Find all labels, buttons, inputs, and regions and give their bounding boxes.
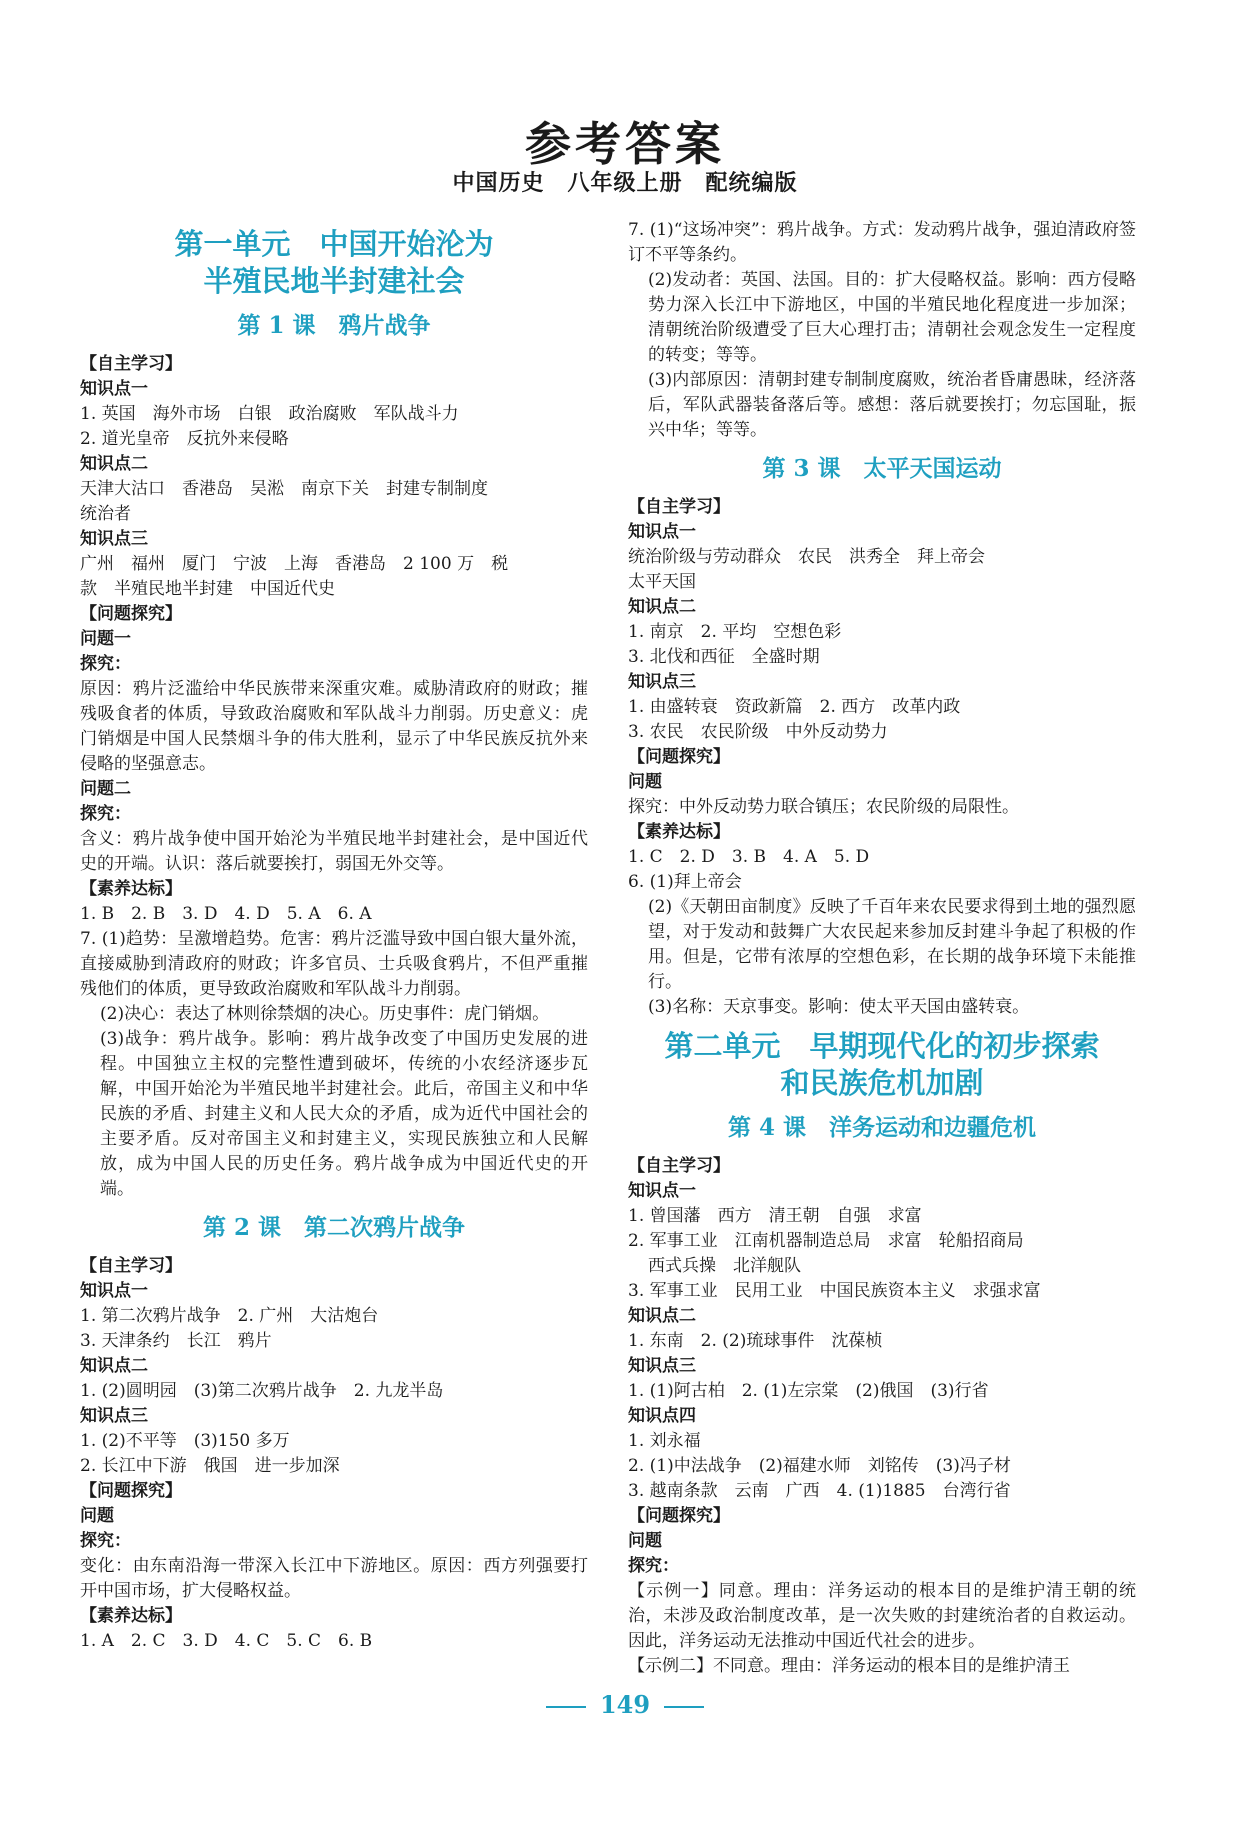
answer-paragraph: 含义：鸦片战争使中国开始沦为半殖民地半封建社会，是中国近代史的开端。认识：落后就要挨打，弱国无外交等。: [80, 829, 588, 874]
answer-line: 2. (1)中法战争 (2)福建水师 刘铭传 (3)冯子材: [628, 1456, 1011, 1476]
knowledge-point-heading: 知识点一: [80, 379, 148, 399]
answer-line: 1. 东南 2. (2)琉球事件 沈葆桢: [628, 1331, 883, 1351]
knowledge-point-heading: 知识点三: [80, 1406, 148, 1426]
answer-line: 3. 越南条款 云南 广西 4. (1)1885 台湾行省: [628, 1481, 1011, 1501]
section-heading: 【自主学习】: [628, 1156, 730, 1176]
knowledge-point-heading: 知识点一: [628, 522, 696, 542]
knowledge-point-heading: 知识点二: [80, 454, 148, 474]
knowledge-point-heading: 知识点二: [628, 1306, 696, 1326]
unit-title: [628, 1028, 1136, 1102]
unit-title: [80, 226, 588, 300]
answer-paragraph: (2)《天朝田亩制度》反映了千百年来农民要求得到土地的强烈愿望，对于发动和鼓舞广大农民起来参加反封建斗争起了积极的作用。但是，它带有浓厚的空想色彩，在长期的战争环境下未能推行。: [648, 897, 1136, 992]
question-heading: 问题二: [80, 779, 131, 799]
answer-line: 1. (2)不平等 (3)150 多万: [80, 1431, 290, 1451]
right-column: [628, 218, 1136, 1679]
unit-title-line: 第二单元 早期现代化的初步探索: [664, 1029, 1100, 1063]
answer-line: 2. 长江中下游 俄国 进一步加深: [80, 1456, 340, 1476]
answer-line: 1. 刘永福: [628, 1431, 701, 1451]
explore-label: 探究：: [80, 654, 131, 674]
knowledge-point-heading: 知识点三: [628, 672, 696, 692]
answer-line: 3. 军事工业 民用工业 中国民族资本主义 求强求富: [628, 1281, 1041, 1301]
section-heading: 【问题探究】: [628, 1506, 730, 1526]
knowledge-point-heading: 知识点二: [80, 1356, 148, 1376]
knowledge-point-heading: 知识点二: [628, 597, 696, 617]
answer-line: 2. 道光皇帝 反抗外来侵略: [80, 429, 289, 449]
answer-line: 西式兵操 北洋舰队: [648, 1256, 801, 1276]
section-heading: 【素养达标】: [628, 822, 730, 842]
section-heading: 【问题探究】: [628, 747, 730, 767]
lesson-title: 第 2 课 第二次鸦片战争: [202, 1214, 466, 1241]
answer-paragraph: (3)名称：天京事变。影响：使太平天国由盛转衰。: [648, 997, 1030, 1017]
unit-title-line: 第一单元 中国开始沦为: [174, 227, 494, 261]
answer-line: 探究：中外反动势力联合镇压；农民阶级的局限性。: [628, 797, 1019, 817]
explore-label: 探究：: [80, 1531, 131, 1551]
answer-paragraph: 原因：鸦片泛滥给中华民族带来深重灾难。威胁清政府的财政；摧残吸食者的体质，导致政治腐败和军队战斗力削弱。历史意义：虎门销烟是中国人民禁烟斗争的伟大胜利，显示了中华民族反抗外来侵略的坚强意志。: [80, 679, 588, 774]
answer-line: 3. 北伐和西征 全盛时期: [628, 647, 820, 667]
page-number-rule: [664, 1706, 704, 1708]
knowledge-point-heading: 知识点四: [628, 1406, 696, 1426]
answer-line: 1. 南京 2. 平均 空想色彩: [628, 622, 842, 642]
answer-line: 2. 军事工业 江南机器制造总局 求富 轮船招商局: [628, 1231, 1024, 1251]
page-number-rule: [546, 1706, 586, 1708]
answer-line: 1. (2)圆明园 (3)第二次鸦片战争 2. 九龙半岛: [80, 1381, 444, 1401]
question-heading: 问题: [628, 1531, 662, 1551]
section-heading: 【问题探究】: [80, 1481, 182, 1501]
explore-label: 探究：: [80, 804, 131, 824]
answer-line: 1. 由盛转衰 资政新篇 2. 西方 改革内政: [628, 697, 961, 717]
answer-line: 1. 第二次鸦片战争 2. 广州 大沽炮台: [80, 1306, 379, 1326]
knowledge-point-heading: 知识点三: [80, 529, 148, 549]
answer-paragraph: (2)发动者：英国、法国。目的：扩大侵略权益。影响：西方侵略势力深入长江中下游地区，中国的半殖民地化程度进一步加深；清朝统治阶级遭受了巨大心理打击；清朝社会观念发生一定程度的转变；等等。: [648, 270, 1136, 365]
page-subtitle: 中国历史 八年级上册 配统编版: [452, 170, 798, 196]
lesson-title: 第 3 课 太平天国运动: [762, 455, 1002, 482]
section-heading: 【问题探究】: [80, 604, 182, 624]
answer-paragraph: 7. (1)趋势：呈激增趋势。危害：鸦片泛滥导致中国白银大量外流，直接威胁到清政府的财政；许多官员、士兵吸食鸦片，不但严重摧残他们的体质，更导致政治腐败和军队战斗力削弱。: [80, 929, 588, 999]
unit-title-line: 和民族危机加剧: [780, 1066, 984, 1100]
section-heading: 【素养达标】: [80, 1606, 182, 1626]
knowledge-point-heading: 知识点三: [628, 1356, 696, 1376]
question-heading: 问题: [628, 772, 662, 792]
answer-line: 1. 英国 海外市场 白银 政治腐败 军队战斗力: [80, 404, 459, 424]
answer-line: 1. 曾国藩 西方 清王朝 自强 求富: [628, 1206, 922, 1226]
answer-line: 天津大沽口 香港岛 吴淞 南京下关 封建专制制度: [80, 479, 488, 499]
page-number-text: 149: [599, 1690, 651, 1719]
section-heading: 【自主学习】: [628, 497, 730, 517]
answer-line: 3. 农民 农民阶级 中外反动势力: [628, 722, 888, 742]
answer-line: 统治者: [80, 504, 131, 524]
answer-paragraph: 【示例二】不同意。理由：洋务运动的根本目的是维护清王: [628, 1656, 1070, 1676]
answer-paragraph: (3)内部原因：清朝封建专制制度腐败，统治者昏庸愚昧，经济落后，军队武器装备落后等。感想：落后就要挨打；勿忘国耻，振兴中华；等等。: [648, 370, 1136, 440]
answer-paragraph: (2)决心：表达了林则徐禁烟的决心。历史事件：虎门销烟。: [100, 1004, 550, 1024]
lesson-title: 第 1 课 鸦片战争: [237, 312, 431, 339]
knowledge-point-heading: 知识点一: [628, 1181, 696, 1201]
question-heading: 问题: [80, 1506, 114, 1526]
answer-line: 1. (1)阿古柏 2. (1)左宗棠 (2)俄国 (3)行省: [628, 1381, 989, 1401]
page-title: 参考答案: [525, 117, 725, 171]
answer-line: 款 半殖民地半封建 中国近代史: [80, 579, 335, 599]
answer-line: 1. C 2. D 3. B 4. A 5. D: [628, 847, 870, 867]
explore-label: 探究：: [628, 1556, 679, 1576]
answer-paragraph: 变化：由东南沿海一带深入长江中下游地区。原因：西方列强要打开中国市场，扩大侵略权益。: [80, 1556, 588, 1601]
answer-paragraph: 7. (1)“这场冲突”：鸦片战争。方式：发动鸦片战争，强迫清政府签订不平等条约。: [628, 220, 1136, 265]
page-number: [0, 1690, 1250, 1719]
unit-title-line: 半殖民地半封建社会: [203, 264, 465, 298]
answer-line: 1. A 2. C 3. D 4. C 5. C 6. B: [80, 1631, 373, 1651]
answer-line: 太平天国: [628, 572, 696, 592]
question-heading: 问题一: [80, 629, 131, 649]
answer-paragraph: 【示例一】同意。理由：洋务运动的根本目的是维护清王朝的统治，未涉及政治制度改革，是一次失败的封建统治者的自救运动。因此，洋务运动无法推动中国近代社会的进步。: [628, 1581, 1136, 1651]
answer-line: 3. 天津条约 长江 鸦片: [80, 1331, 272, 1351]
section-heading: 【自主学习】: [80, 354, 182, 374]
answer-line: 广州 福州 厦门 宁波 上海 香港岛 2 100 万 税: [80, 554, 509, 574]
left-column: [80, 218, 588, 1654]
answer-line: 6. (1)拜上帝会: [628, 872, 742, 892]
section-heading: 【素养达标】: [80, 879, 182, 899]
answer-paragraph: (3)战争：鸦片战争。影响：鸦片战争改变了中国历史发展的进程。中国独立主权的完整性遭到破坏，传统的小农经济逐步瓦解，中国开始沦为半殖民地半封建社会。此后，帝国主义和中华民族的矛盾、封建主义和人民大众的矛盾，成为近代中国社会的主要矛盾。反对帝国主义和封建主义，实现民族独立和人民解放，成为中国人民的历史任务。鸦片战争成为中国近代史的开端。: [100, 1029, 588, 1199]
knowledge-point-heading: 知识点一: [80, 1281, 148, 1301]
answer-line: 1. B 2. B 3. D 4. D 5. A 6. A: [80, 904, 372, 924]
section-heading: 【自主学习】: [80, 1256, 182, 1276]
lesson-title: 第 4 课 洋务运动和边疆危机: [727, 1114, 1037, 1141]
answer-line: 统治阶级与劳动群众 农民 洪秀全 拜上帝会: [628, 547, 985, 567]
